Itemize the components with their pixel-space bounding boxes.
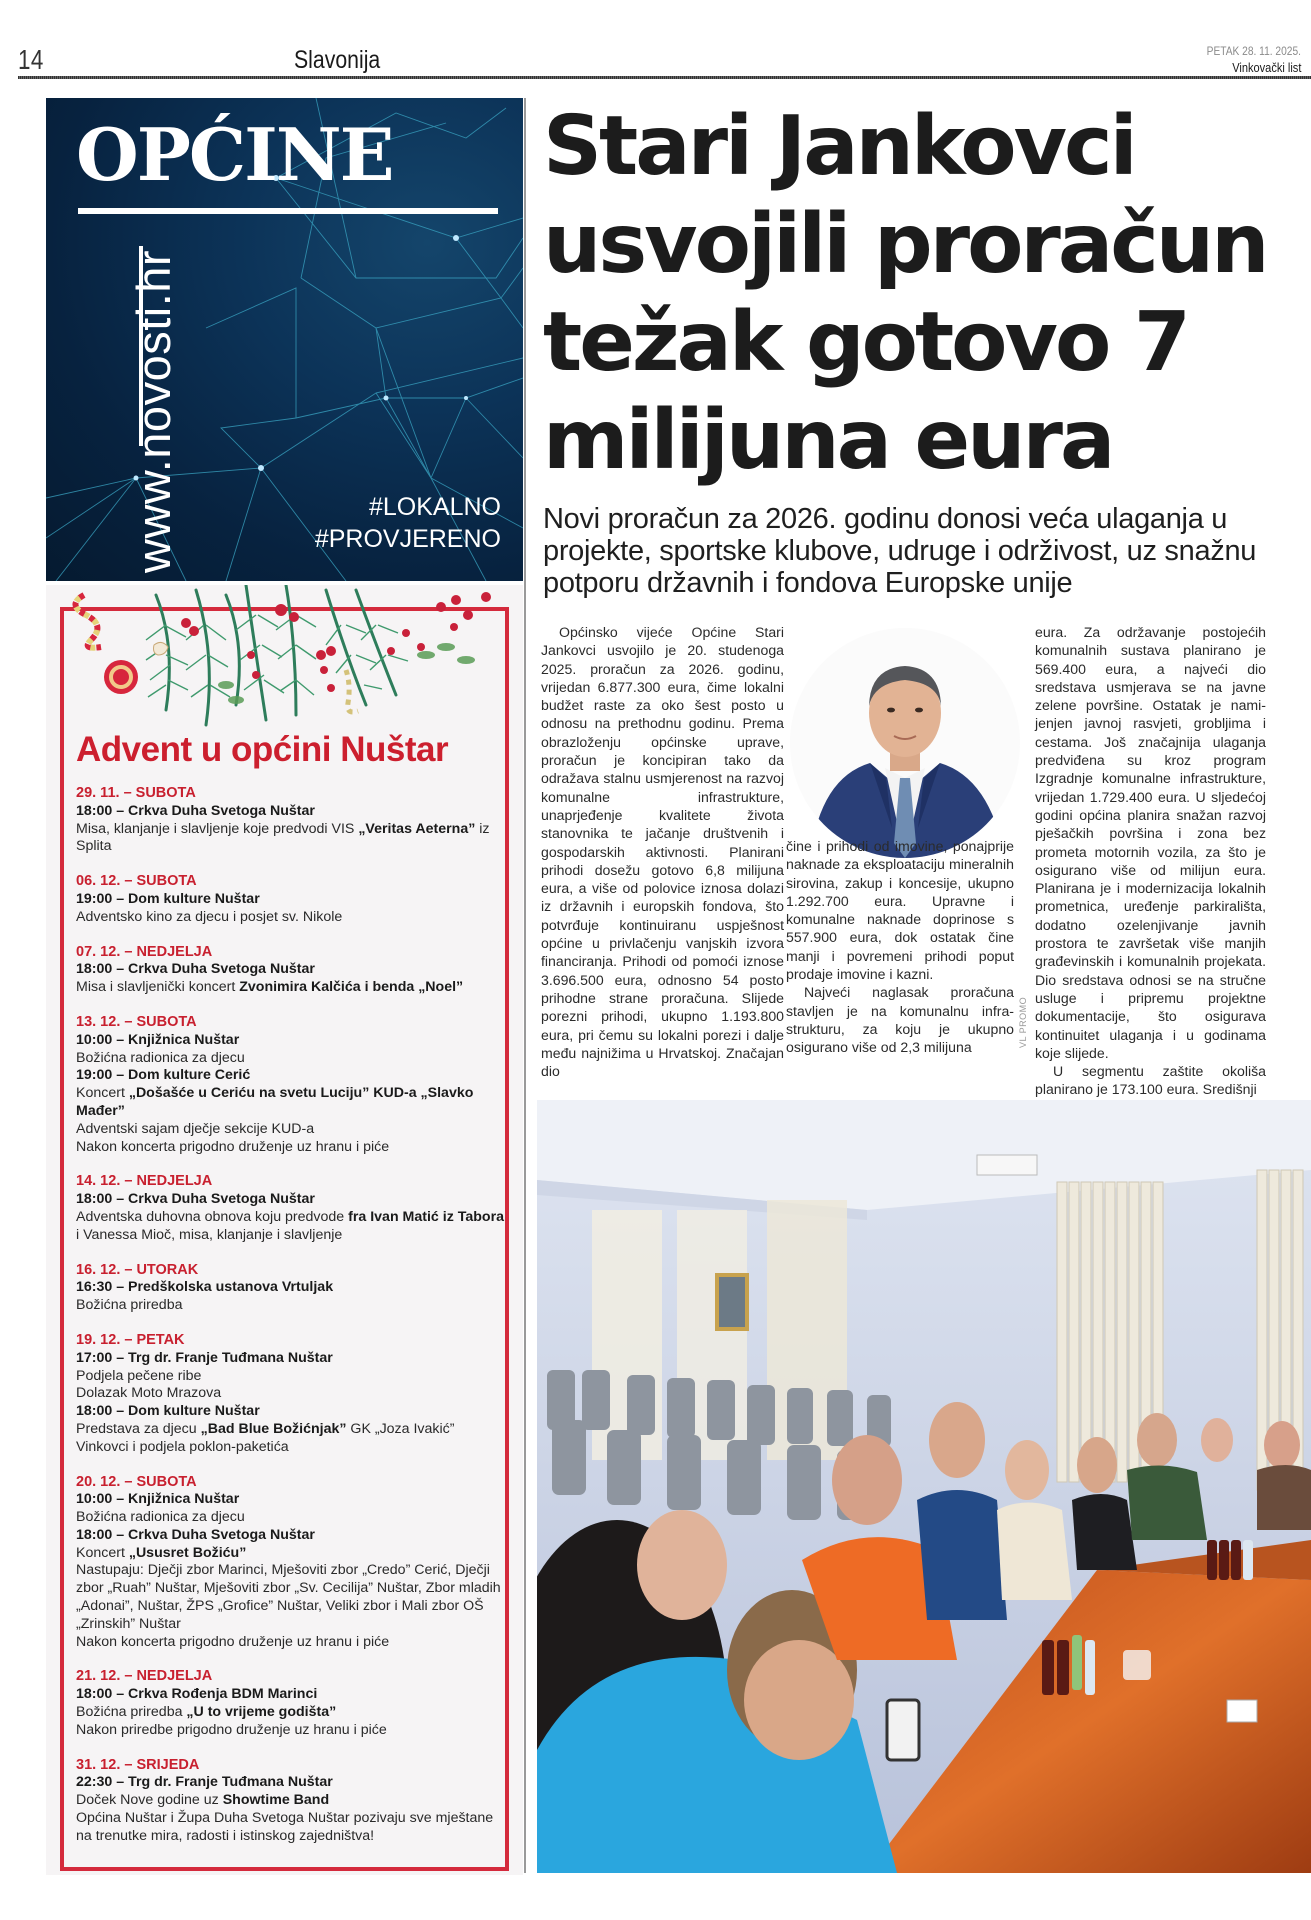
person-portrait-icon	[790, 628, 1020, 858]
schedule-event-description	[76, 1634, 506, 1652]
schedule-event-description	[76, 1297, 506, 1315]
promo-divider	[78, 208, 498, 214]
schedule-event-description	[76, 1139, 506, 1157]
schedule-day-date: 16. 12. – UTORAK	[76, 1261, 199, 1278]
schedule-day-date: 31. 12. – SRIJEDA	[76, 1756, 200, 1773]
text-segment: i Vanessa Mioč, misa, klanjanje i slavljenje	[76, 1226, 343, 1243]
article-column-1	[541, 623, 784, 1080]
schedule-event-description	[76, 1704, 506, 1722]
schedule-event-time-place: 22:30 – Trg dr. Franje Tuđmana Nuštar	[76, 1774, 333, 1791]
schedule-event-description	[76, 1545, 506, 1563]
article-column-2	[786, 837, 1014, 1057]
article-headline: Stari Jankovci usvojili proračun težak gotovo 7 milijuna eura	[543, 99, 1267, 488]
text-segment: Općina Nuštar i Župa Duha Svetoga Nuštar pozivaju sve mještane na trenutke mira, radosti i istinskog zajedništva!	[76, 1810, 494, 1844]
advent-title: Advent u općini Nuštar	[76, 730, 449, 769]
schedule-event-description	[76, 1421, 506, 1457]
council-meeting-photo-icon	[537, 1100, 1311, 1873]
schedule-event-description	[76, 1121, 506, 1139]
promo-url[interactable]: www.novosti.hr	[127, 249, 180, 573]
highlighted-text: fra Ivan Matić iz Tabora	[348, 1208, 504, 1225]
text-segment: Misa i slavljenički koncert	[76, 979, 240, 996]
schedule-day	[76, 1014, 506, 1156]
schedule-event-description	[76, 1209, 506, 1245]
schedule-day-date: 19. 12. – PETAK	[76, 1331, 185, 1348]
novosti-promo-ad[interactable]	[46, 98, 523, 581]
article-paragraph: Najveći naglasak proračuna stavljen je na komunalnu infrastrukturu, za koju je ukupno osigurano više od 2,3 milijuna	[786, 984, 1014, 1056]
schedule-event-description	[76, 1385, 506, 1403]
schedule-day	[76, 1668, 506, 1739]
highlighted-text: „Veritas Aeterna”	[358, 820, 476, 837]
publication-name: Vinkovački list	[1231, 60, 1301, 75]
highlighted-text: Showtime Band	[222, 1792, 330, 1809]
text-segment: Dolazak Moto Mrazova	[76, 1385, 222, 1402]
issue-date: PETAK 28. 11. 2025.	[1206, 44, 1301, 58]
text-segment: Misa, klanjanje i slavljenje koje predvodi VIS	[76, 820, 359, 837]
schedule-event-description	[76, 979, 506, 997]
highlighted-text: „U to vrijeme godišta”	[186, 1704, 337, 1721]
article-paragraph: čine i prihodi od imovine, ponajprije naknade za eksploataciju mineralnih sirovina, zakup i koncesije, ukupno 1.292.700 eura. Upravne i komunalne naknade doprinose s 557.900 eura, dok ostatak čine manji i povremeni prihodi poput prodaje imovine i kazni.	[786, 838, 1014, 983]
schedule-event-time-place: 17:00 – Trg dr. Franje Tuđmana Nuštar	[76, 1349, 333, 1366]
mayor-portrait	[790, 628, 1020, 858]
schedule-event-description	[76, 1810, 506, 1846]
text-segment: Predstava za djecu	[76, 1420, 201, 1437]
section-name: Slavonija	[294, 46, 381, 74]
schedule-event-description	[76, 1085, 506, 1121]
schedule-event-time-place: 10:00 – Knjižnica Nuštar	[76, 1491, 240, 1508]
schedule-event-time-place: 19:00 – Dom kulture Cerić	[76, 1067, 251, 1084]
schedule-event-description	[76, 1509, 506, 1527]
schedule-day	[76, 1757, 506, 1846]
christmas-garland-icon	[46, 585, 523, 735]
schedule-day-date: 13. 12. – SUBOTA	[76, 1013, 197, 1030]
page-number: 14	[18, 44, 44, 75]
article-paragraph: Općinsko vijeće Općine Stari Jankovci usvojilo je 20. studenoga 2025. proračun za 2026. godinu, vrijedan 6.877.300 eura, čime lokalni budžet raste za oko šest posto u odnosu na prethodnu godinu. Prema obrazloženju općinske uprave, proračun je koncipiran tako da odražava stalnu usmjerenost na razvoj komunalne infrastrukture, unaprjeđenje kvalitete života stanovnika te jačanje društvenih i gospodarskih aktivnosti. Planirani prihodi dosežu gotovo 6,8 milijuna eura, a više od polovice iznosa dolazi iz državnih i europskih fondova, što potvrđuje kontinuiranu uspješnost općine u privlačenju vanjskih izvora financiranja. Prihodi od pomoći iznose 3.696.500 eura, odnosno 54 posto prihodne strane proračuna. Slijede porezni prihodi, ukupno 1.193.800 eura, pri čemu su lokalni porezi i dalje među najnižima u Hrvatskoj. Značajan dio	[541, 624, 784, 1080]
schedule-day-date: 21. 12. – NEDJELJA	[76, 1668, 213, 1685]
text-segment: Adventsko kino za djecu i posjet sv. Nikole	[76, 908, 343, 925]
schedule-event-time-place: 18:00 – Crkva Duha Svetoga Nuštar	[76, 1191, 315, 1208]
council-meeting-photo	[537, 1100, 1311, 1873]
article-paragraph: eura. Za održavanje postojećih komunalnih sustava planirano je 569.400 eura, a najveći dio sredstava usmjerava se na javne zelene površine. Ostatak je namijenjen javnoj rasvjeti, grobljima i cestama. Još značajnija ulaganja predviđena su kroz program Izgradnje komunalne infrastrukture, vrijedan 1.729.400 eura. U sljedećoj godini općina planira snažan razvoj pješačkih površina i zona bez prometa motornih vozila, za što je osigurano više od milijun eura. Planirana je i modernizacija lokalnih prometnica, uređenje parkirališta, dodatno ozelenjivanje javnih prostora te završetak više manjih građevinskih i komunalnih projekata. Dio sredstava odnosi se na stručne usluge i pripremu projektne dokumentacije, što osigurava kontinuitet ulaganja i u godinama koje slijede.	[1035, 624, 1266, 1061]
schedule-event-time-place: 18:00 – Crkva Rođenja BDM Marinci	[76, 1686, 318, 1703]
schedule-day	[76, 1332, 506, 1457]
text-segment: Božićna priredba	[76, 1297, 183, 1314]
text-segment: Adventska duhovna obnova koju predvode	[76, 1208, 349, 1225]
text-segment: Nakon koncerta prigodno druženje uz hranu i piće	[76, 1138, 390, 1155]
schedule-day	[76, 785, 506, 856]
text-segment: Koncert	[76, 1085, 129, 1102]
text-segment: Podjela pečene ribe	[76, 1367, 202, 1384]
article-paragraph: U segmentu zaštite okoliša planirano je 173.100 eura. Središnji	[1035, 1063, 1266, 1098]
schedule-event-description	[76, 821, 506, 857]
schedule-event-description	[76, 1368, 506, 1386]
schedule-event-description	[76, 1792, 506, 1810]
schedule-day-date: 20. 12. – SUBOTA	[76, 1473, 197, 1490]
schedule-event-time-place: 19:00 – Dom kulture Nuštar	[76, 890, 260, 907]
advent-schedule	[76, 785, 506, 1863]
schedule-day	[76, 944, 506, 997]
schedule-event-time-place: 18:00 – Crkva Duha Svetoga Nuštar	[76, 802, 315, 819]
text-segment: GK „Joza Ivakić” Vinkovci i podjela poklon-paketića	[76, 1420, 455, 1455]
schedule-event-time-place: 18:00 – Crkva Duha Svetoga Nuštar	[76, 1526, 315, 1543]
schedule-event-time-place: 16:30 – Predškolska ustanova Vrtuljak	[76, 1279, 334, 1296]
schedule-day-date: 14. 12. – NEDJELJA	[76, 1173, 213, 1190]
advent-schedule-box	[46, 585, 523, 1875]
schedule-day-date: 07. 12. – NEDJELJA	[76, 943, 213, 960]
text-segment: Nastupaju: Dječji zbor Marinci, Mješoviti zbor „Credo” Cerić, Dječji zbor „Ruah” Nuštar, Mješoviti zbor „Sv. Cecilija” Nuštar, Zbor mladih „Adonai”, Nuštar, ŽPS „Grofice” Nuštar, Veliki zbor i Mali zbor OŠ „Zrinskih” Nuštar	[76, 1562, 501, 1632]
schedule-day-date: 06. 12. – SUBOTA	[76, 873, 197, 890]
schedule-event-description	[76, 909, 506, 927]
text-segment: Božićna priredba	[76, 1704, 187, 1721]
highlighted-text: „Bad Blue Božićnjak”	[200, 1420, 347, 1437]
schedule-event-time-place: 10:00 – Knjižnica Nuštar	[76, 1031, 240, 1048]
promo-tag-provjereno: #PROVJERENO	[314, 525, 501, 553]
schedule-event-time-place: 18:00 – Dom kulture Nuštar	[76, 1403, 260, 1420]
text-segment: Koncert	[76, 1544, 129, 1561]
page-header	[18, 40, 1301, 80]
highlighted-text: Zvonimira Kalčića i benda „Noel”	[239, 979, 464, 996]
schedule-day	[76, 873, 506, 926]
text-segment: Božićna radionica za djecu	[76, 1049, 245, 1066]
schedule-day	[76, 1262, 506, 1315]
schedule-day	[76, 1474, 506, 1652]
text-segment: Adventski sajam dječje sekcije KUD-a	[76, 1120, 315, 1137]
photo-credit: VL PROMO	[1018, 996, 1028, 1048]
article-column-3	[1035, 623, 1266, 1099]
highlighted-text: „Ususret Božiću”	[128, 1544, 247, 1561]
promo-title: OPĆINE	[76, 112, 393, 197]
schedule-day-date: 29. 11. – SUBOTA	[76, 785, 196, 801]
text-segment: Nakon koncerta prigodno druženje uz hranu i piće	[76, 1633, 390, 1650]
text-segment: iz Splita	[76, 820, 490, 855]
schedule-event-time-place: 18:00 – Crkva Duha Svetoga Nuštar	[76, 961, 315, 978]
column-divider	[524, 98, 526, 1873]
text-segment: Doček Nove godine uz	[76, 1792, 223, 1809]
schedule-event-description	[76, 1722, 506, 1740]
schedule-day	[76, 1173, 506, 1244]
text-segment: Nakon priredbe prigodno druženje uz hranu i piće	[76, 1721, 387, 1738]
highlighted-text: „Došašće u Ceriću na svetu Luciju” KUD-a „Slavko Mađer”	[76, 1085, 474, 1119]
header-rule	[18, 76, 1311, 79]
schedule-event-description	[76, 1562, 506, 1633]
promo-tag-lokalno: #LOKALNO	[368, 493, 501, 521]
schedule-event-description	[76, 1050, 506, 1068]
article-deck: Novi proračun za 2026. godinu donosi veća ulaganja u projekte, sportske klubove, udruge i održivost, uz snažnu potporu državnih i fondova Europske unije	[543, 503, 1257, 599]
text-segment: Božićna radionica za djecu	[76, 1509, 245, 1526]
